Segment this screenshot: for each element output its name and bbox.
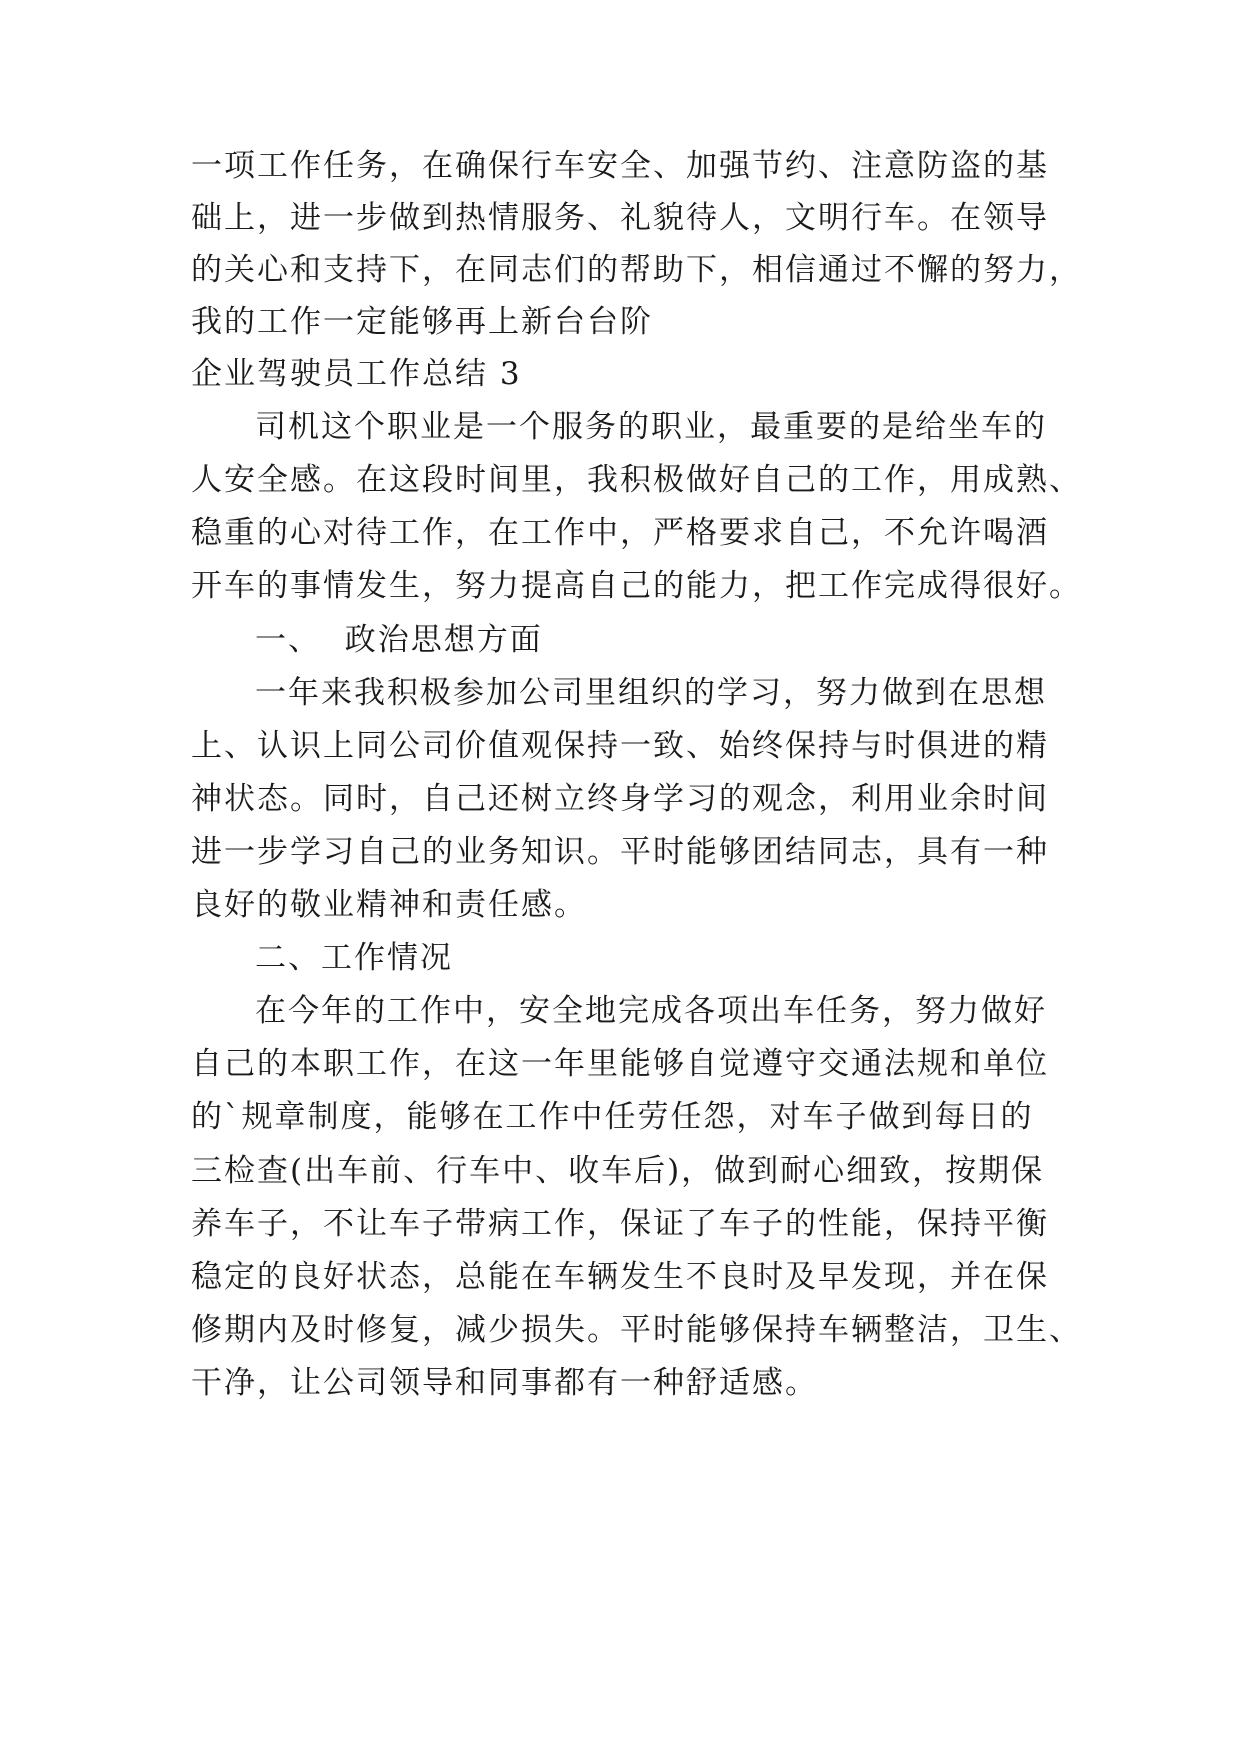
text-line: 稳定的良好状态，总能在车辆发生不良时及早发现，并在保 [191,1259,1049,1295]
text-line: 我的工作一定能够再上新台台阶 [191,304,653,340]
text-line: 干净，让公司领导和同事都有一种舒适感。 [191,1365,818,1401]
text-line: 修期内及时修复，减少损失。平时能够保持车辆整洁，卫生、 [191,1312,1082,1348]
text-line: 的关心和支持下，在同志们的帮助下，相信通过不懈的努力， [191,252,1082,288]
subheading: 二、工作情况 [255,940,453,976]
text-line: 良好的敬业精神和责任感。 [191,887,587,923]
text-line: 上、认识上同公司价值观保持一致、始终保持与时俱进的精 [191,728,1049,764]
subheading: 一、 政治思想方面 [255,622,543,658]
text-line: 进一步学习自己的业务知识。平时能够团结同志，具有一种 [191,834,1049,870]
text-line: 开车的事情发生，努力提高自己的能力，把工作完成得很好。 [191,568,1082,604]
text-line: 础上，进一步做到热情服务、礼貌待人，文明行车。在领导 [191,200,1049,236]
paragraph-first-line: 司机这个职业是一个服务的职业，最重要的是给坐车的 [255,409,1047,445]
text-line: 自己的本职工作，在这一年里能够自觉遵守交通法规和单位 [191,1046,1049,1082]
paragraph-first-line: 一年来我积极参加公司里组织的学习，努力做到在思想 [255,675,1047,711]
section-heading: 企业驾驶员工作总结 3 [191,356,522,392]
text-line: 养车子，不让车子带病工作，保证了车子的性能，保持平衡 [191,1206,1049,1242]
text-line: 稳重的心对待工作，在工作中，严格要求自己，不允许喝酒 [191,515,1049,551]
paragraph-first-line: 在今年的工作中，安全地完成各项出车任务，努力做好 [255,993,1047,1029]
text-line: 神状态。同时，自己还树立终身学习的观念，利用业余时间 [191,781,1049,817]
text-line: 的`规章制度，能够在工作中任劳任怨，对车子做到每日的 [191,1099,1034,1135]
text-line: 人安全感。在这段时间里，我积极做好自己的工作，用成熟、 [191,462,1082,498]
text-line: 三检查(出车前、行车中、收车后)，做到耐心细致，按期保 [191,1153,1045,1189]
text-line: 一项工作任务，在确保行车安全、加强节约、注意防盗的基 [191,148,1049,184]
